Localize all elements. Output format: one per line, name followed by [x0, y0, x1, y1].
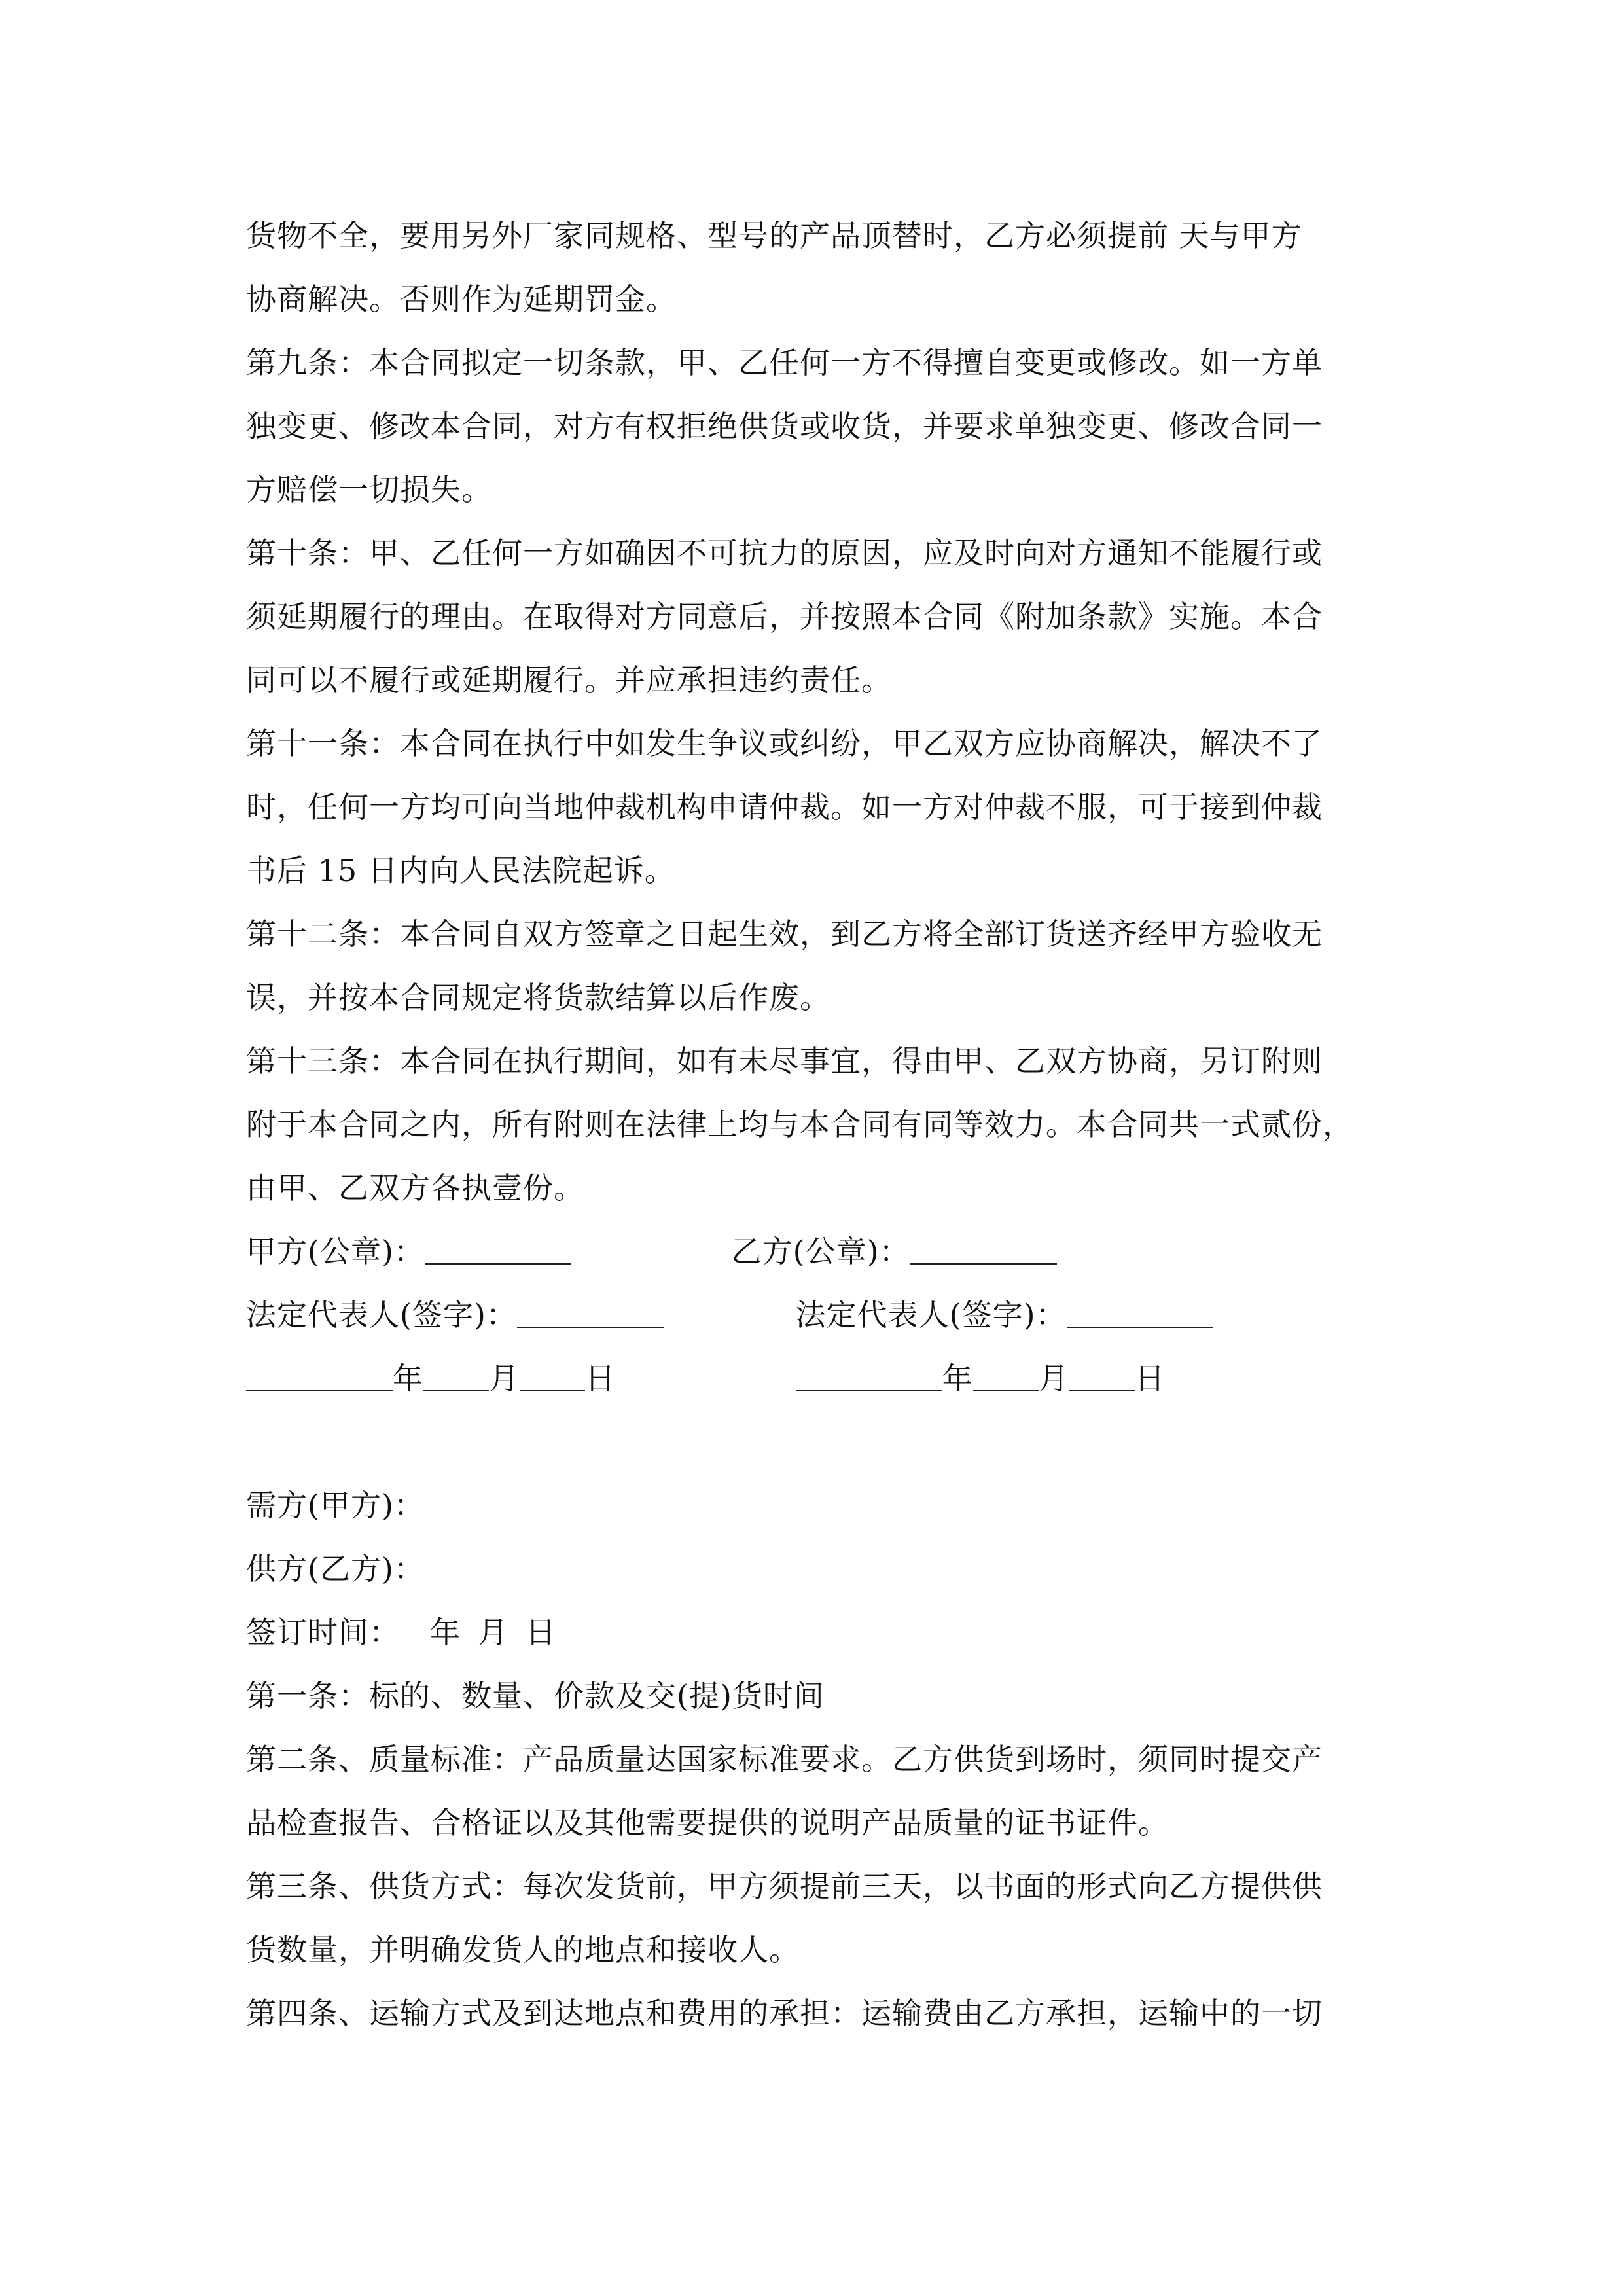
clause-2-line: 第二条、质量标准：产品质量达国家标准要求。乙方供货到场时，须同时提交产 — [246, 1742, 1323, 1777]
party-b-representative — [785, 1297, 1213, 1333]
section-gap — [246, 1410, 1380, 1474]
party-b-month-blank[interactable] — [973, 1360, 1039, 1391]
paragraph-line: 附于本合同之内，所有附则在法律上均与本合同有同等效力。本合同共一式贰份， — [246, 1107, 1353, 1142]
clause-13-line: 第十三条：本合同在执行期间，如有未尽事宜，得由甲、乙双方协商，另订附则 — [246, 1043, 1323, 1079]
party-a-seal — [246, 1220, 721, 1283]
paragraph-line: 货物不全，要用另外厂家同规格、型号的产品顶替时，乙方必须提前 天与甲方 — [246, 218, 1302, 253]
party-a-seal-blank[interactable] — [425, 1233, 571, 1265]
clause-9-line: 第九条：本合同拟定一切条款，甲、乙任何一方不得擅自变更或修改。如一方单 — [246, 345, 1323, 380]
paragraph-line: 误，并按本合同规定将货款结算以后作废。 — [246, 980, 830, 1015]
representative-row — [246, 1283, 1380, 1347]
paragraph-line: 货数量，并明确发货人的地点和接收人。 — [246, 1932, 800, 1967]
day-label: 日 — [585, 1361, 616, 1396]
clause-4-line: 第四条、运输方式及到达地点和费用的承担：运输费由乙方承担，运输中的一切 — [246, 1996, 1323, 2031]
clause-12-line: 第十二条：本合同自双方签章之日起生效，到乙方将全部订货送齐经甲方验收无 — [246, 916, 1323, 952]
month-label: 月 — [1038, 1361, 1069, 1396]
seal-row — [246, 1220, 1380, 1283]
party-a-date — [246, 1347, 785, 1410]
party-a-year-blank[interactable] — [246, 1360, 393, 1391]
signing-day: 日 — [526, 1615, 556, 1650]
party-b-seal — [721, 1234, 1057, 1269]
year-label: 年 — [393, 1361, 423, 1396]
date-row — [246, 1347, 1380, 1410]
supplier-line: 供方(乙方)： — [246, 1551, 425, 1587]
party-b-date — [785, 1361, 1166, 1396]
rep-a-signature-blank[interactable] — [517, 1297, 664, 1328]
contract-page — [246, 204, 1380, 2045]
month-label: 月 — [489, 1361, 520, 1396]
party-a-day-blank[interactable] — [520, 1360, 585, 1391]
party-b-seal-blank[interactable] — [910, 1233, 1057, 1265]
clause-11-line: 第十一条：本合同在执行中如发生争议或纠纷，甲乙双方应协商解决，解决不了 — [246, 726, 1323, 761]
paragraph-line: 品检查报告、合格证以及其他需要提供的说明产品质量的证书证件。 — [246, 1805, 1169, 1840]
paragraph-line: 同可以不履行或延期履行。并应承担违约责任。 — [246, 662, 892, 698]
clause-3-line: 第三条、供货方式：每次发货前，甲方须提前三天，以书面的形式向乙方提供供 — [246, 1869, 1323, 1904]
party-a-seal-label: 甲方(公章)： — [246, 1234, 425, 1269]
party-b-day-blank[interactable] — [1069, 1360, 1135, 1391]
buyer-line: 需方(甲方)： — [246, 1488, 425, 1523]
rep-b-signature-blank[interactable] — [1067, 1297, 1213, 1328]
rep-a-label: 法定代表人(签字)： — [246, 1297, 517, 1333]
party-a-representative — [246, 1283, 785, 1347]
paragraph-line: 须延期履行的理由。在取得对方同意后，并按照本合同《附加条款》实施。本合 — [246, 599, 1323, 634]
signing-time-label: 签订时间： — [246, 1615, 400, 1650]
year-label: 年 — [942, 1361, 973, 1396]
clause-10-line: 第十条：甲、乙任何一方如确因不可抗力的原因，应及时向对方通知不能履行或 — [246, 535, 1323, 571]
paragraph-line: 书后 15 日内向人民法院起诉。 — [246, 853, 675, 888]
day-label: 日 — [1134, 1361, 1166, 1396]
paragraph-line: 独变更、修改本合同，对方有权拒绝供货或收货，并要求单独变更、修改合同一 — [246, 408, 1323, 444]
signing-month: 月 — [478, 1615, 508, 1650]
paragraph-line: 由甲、乙双方各执壹份。 — [246, 1170, 584, 1206]
party-b-year-blank[interactable] — [796, 1360, 942, 1391]
paragraph-line: 时，任何一方均可向当地仲裁机构申请仲裁。如一方对仲裁不服，可于接到仲裁 — [246, 789, 1323, 825]
paragraph-line: 协商解决。否则作为延期罚金。 — [246, 281, 677, 317]
signing-time-line — [246, 1601, 1380, 1664]
paragraph-line: 方赔偿一切损失。 — [246, 472, 492, 507]
party-b-seal-label: 乙方(公章)： — [731, 1234, 910, 1269]
signing-year: 年 — [430, 1615, 461, 1650]
clause-1-line: 第一条：标的、数量、价款及交(提)货时间 — [246, 1678, 825, 1713]
party-a-month-blank[interactable] — [423, 1360, 489, 1391]
rep-b-label: 法定代表人(签字)： — [795, 1297, 1067, 1333]
